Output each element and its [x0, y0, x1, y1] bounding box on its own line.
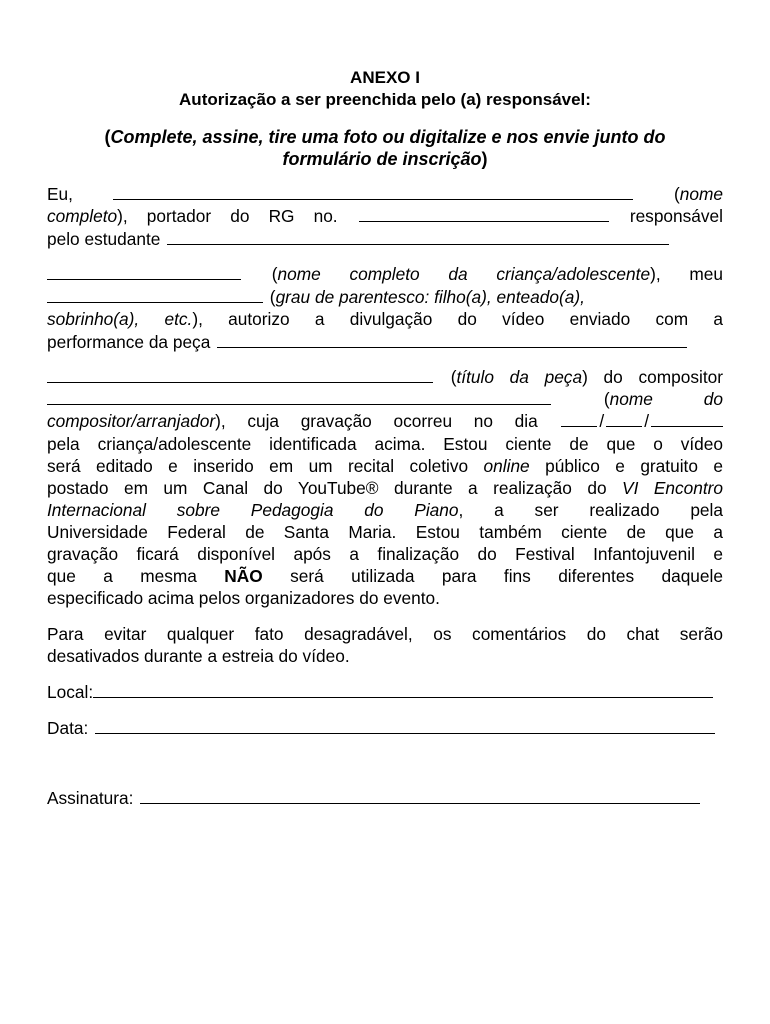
form-title: Autorização a ser preenchida pelo (a) responsável:: [179, 90, 591, 109]
instruction-close-paren: ): [481, 149, 488, 169]
piece-performance-field[interactable]: [217, 333, 687, 348]
body-line-18: especificado acima pelos organizadores do evento.: [47, 588, 440, 608]
body-line-5: (grau de parentesco: filho(a), enteado(a),: [47, 286, 585, 308]
body-line-12: será editado e inserido em um recital coletivo online público e gratuito e: [47, 456, 723, 476]
date-field[interactable]: [95, 719, 715, 734]
rg-number-field[interactable]: [359, 207, 609, 222]
body-line-15: Universidade Federal de Santa Maria. Estou também ciente de que a: [47, 522, 723, 542]
student-name-field[interactable]: [167, 230, 669, 245]
instruction-open-paren: (: [104, 127, 111, 147]
body-line-8: (título da peça) do compositor: [47, 366, 723, 388]
body-line-16: gravação ficará disponível após a finalização do Festival Infantojuvenil e: [47, 544, 723, 564]
local-label: Local:: [47, 682, 94, 702]
local-row: [47, 681, 715, 703]
body-line-14: Internacional sobre Pedagogia do Piano, a ser realizado pela: [47, 500, 723, 520]
chat-notice-line-2: desativados durante a estreia do vídeo.: [47, 646, 350, 666]
body-line-1: Eu, (nome: [47, 184, 723, 204]
date-label: Data:: [47, 718, 94, 738]
body-line-11: pela criança/adolescente identificada acima. Estou ciente de que o vídeo: [47, 434, 723, 454]
body-line-9: (nome do: [47, 388, 723, 410]
signature-label: Assinatura:: [47, 788, 139, 808]
composer-name-field[interactable]: [47, 390, 551, 405]
body-line-3: pelo estudante: [47, 228, 671, 250]
body-line-4: (nome completo da criança/adolescente), meu: [47, 263, 723, 285]
recording-day-field[interactable]: [561, 412, 597, 427]
guardian-name-field[interactable]: [113, 185, 633, 200]
form-instruction: [0, 126, 770, 170]
date-row: [47, 717, 717, 739]
child-name-field[interactable]: [47, 265, 241, 280]
signature-row: [47, 787, 702, 809]
piece-title-field[interactable]: [47, 368, 433, 383]
body-line-17: que a mesma NÃO será utilizada para fins diferentes daquele: [47, 566, 723, 586]
body-line-10: compositor/arranjador), cuja gravação ocorreu no dia / /: [47, 410, 723, 432]
instruction-text: Complete, assine, tire uma foto ou digitalize e nos envie junto do formulário de inscrição: [110, 127, 666, 169]
recording-year-field[interactable]: [651, 412, 723, 427]
body-line-13: postado em um Canal do YouTube® durante a realização do VI Encontro: [47, 478, 724, 498]
signature-field[interactable]: [140, 789, 700, 804]
body-line-7: performance da peça: [47, 331, 689, 353]
annex-label: ANEXO I: [350, 68, 420, 87]
body-line-2: completo), portador do RG no. responsável: [47, 206, 723, 226]
recording-month-field[interactable]: [606, 412, 642, 427]
body-line-6: sobrinho(a), etc.), autorizo a divulgação do vídeo enviado com a: [47, 309, 723, 329]
local-field[interactable]: [93, 683, 713, 698]
kinship-field[interactable]: [47, 288, 263, 303]
chat-notice-line-1: Para evitar qualquer fato desagradável, os comentários do chat serão: [47, 624, 723, 644]
